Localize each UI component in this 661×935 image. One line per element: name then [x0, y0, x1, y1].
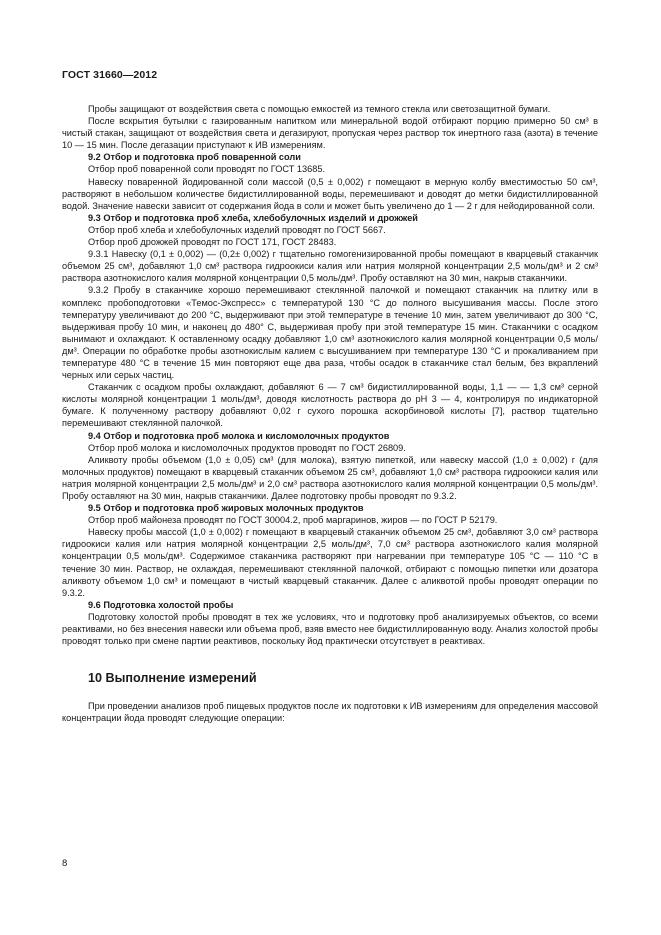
paragraph: 9.3.2 Пробу в стаканчике хорошо перемешивают стеклянной палочкой и помещают стаканчик на плитку или в комплекс пробоподготовки «Темос-Экспресс» с температурой 130 °С до полного высушивания массы. После этого температуру увеличивают до 200 °С, выдерживают при этой температуре в течение 10 мин, затем увеличивают до 300 °С, выдерживая пробу 10 мин, и наконец до 480° С, выдерживая пробу при этой температуре 15 мин. Стаканчики с осадком вынимают и охлаждают. К оставленному осадку добавляют 1,0 см³ азотнокислого калия молярной концентрации 0,5 моль/дм³. Операции по обработке пробы азотнокислым калием с высушиванием при температуре 130 °С и прокаливанием при температуре 480 °С в течение 15 мин повторяют еще два раза, чтобы осадок в стаканчике стал белым, без вкраплений черных или серых частиц.: [62, 285, 598, 381]
subsection-heading-9-2: 9.2 Отбор и подготовка проб поваренной соли: [88, 152, 301, 163]
standard-header: ГОСТ 31660—2012: [62, 69, 158, 81]
subsection-heading-9-6: 9.6 Подготовка холостой пробы: [88, 599, 234, 610]
paragraph: Отбор проб поваренной соли проводят по ГОСТ 13685.: [88, 164, 325, 175]
document-body: [62, 103, 598, 724]
section-heading-10: 10 Выполнение измерений: [88, 671, 257, 686]
paragraph: Отбор проб молока и кисломолочных продуктов проводят по ГОСТ 26809.: [88, 442, 406, 453]
paragraph: Отбор проб дрожжей проводят по ГОСТ 171, ГОСТ 28483.: [88, 237, 337, 248]
paragraph: После вскрытия бутылки с газированным напитком или минеральной водой отбирают порцию примерно 50 см³ в чистый стакан, защищают от воздействия света и дегазируют, пропуская через раствор ток инертного газа (азота) в течение 10 — 15 мин. После дегазации приступают к ИВ измерениям.: [62, 116, 598, 151]
paragraph: 9.3.1 Навеску (0,1 ± 0,002) — (0,2± 0,002) г тщательно гомогенизированной пробы помещают в кварцевый стаканчик объемом 25 см³, добавляют 1,0 см³ раствора гидроокиси калия или натрия молярной концентрации 2,5 моль/дм³ и 2 см³ раствора азотнокислого калия молярной концентрации 0,5 моль/дм³. Пробу оставляют на 30 мин, накрыв стаканчики.: [62, 249, 598, 284]
paragraph: Пробы защищают от воздействия света с помощью емкостей из темного стекла или светозащитной бумаги.: [88, 104, 551, 114]
paragraph: При проведении анализов проб пищевых продуктов после их подготовки к ИВ измерениям для определения массовой концентрации йода проводят следующие операции:: [62, 701, 598, 724]
paragraph: Навеску поваренной йодированной соли массой (0,5 ± 0,002) г помещают в мерную колбу вместимостью 50 см³, растворяют в небольшом количестве бидистиллированной воды, перемешивают и доводят до метки бидистиллированной водой. Значение навески зависит от содержания йода в соли и может быть увеличено до 1 — 2 г для нейодированной соли.: [62, 176, 598, 211]
paragraph: Аликвоту пробы объемом (1,0 ± 0,05) см³ (для молока), взятую пипеткой, или навеску массой (1,0 ± 0,002) г (для молочных продуктов) помещают в кварцевый стаканчик объемом 25 см³, добавляют 1,0 см³ раствора гидроокиси калия или натрия молярной концентрации 2,5 моль/дм³ и 2,0 см³ раствора азотнокислого калия молярной концентрации 0,5 моль/дм³. Пробу оставляют на 30 мин, накрыв стаканчики. Далее подготовку пробы проводят по 9.3.2.: [62, 454, 598, 501]
paragraph: Отбор проб хлеба и хлебобулочных изделий проводят по ГОСТ 5667.: [88, 224, 386, 235]
page-number: 8: [62, 858, 68, 869]
paragraph: Отбор проб майонеза проводят по ГОСТ 30004.2, проб маргаринов, жиров — по ГОСТ Р 52179.: [88, 515, 498, 526]
paragraph: Навеску пробы массой (1,0 ± 0,002) г помещают в кварцевый стаканчик объемом 25 см³, добавляют 3,0 см³ раствора гидроокиси калия или натрия молярной концентрации 2,5 моль/дм³, 7,0 см³ раствора азотнокислого калия молярной концентрации 0,5 моль/дм³. Содержимое стаканчика растворяют при нагревании при температуре 105 °С — 110 °С в течение 30 мин. Раствор, не охлаждая, перемешивают стеклянной палочкой, отбирают с помощью пипетки или дозатора аликвоту объемом 1,0 см³ и помещают в чистый кварцевый стаканчик. Далее с аликвотой пробы проводят операции по 9.3.2.: [62, 527, 598, 598]
paragraph: Подготовку холостой пробы проводят в тех же условиях, что и подготовку проб анализируемых объектов, со всеми реактивами, но без внесения навески или объема проб, взяв вместо нее бидистиллированную воду. Анализ холостой пробы проводят только при смене партии реактивов, поскольку йод практически отсутствует в реактивах.: [62, 611, 598, 647]
paragraph: Стаканчик с осадком пробы охлаждают, добавляют 6 — 7 см³ бидистиллированной воды, 1,1 — — 1,3 см³ серной кислоты молярной концентрации 1 моль/дм³, доводя кислотность раствора до pH 3 — 4, контролируя по индикаторной бумаге. К полученному раствору добавляют 0,02 г сухого порошка аскорбиновой кислоты [7], раствор тщательно перемешивают стеклянной палочкой.: [62, 382, 598, 429]
subsection-heading-9-4: 9.4 Отбор и подготовка проб молока и кисломолочных продуктов: [88, 430, 390, 441]
subsection-heading-9-3: 9.3 Отбор и подготовка проб хлеба, хлебобулочных изделий и дрожжей: [88, 212, 418, 223]
subsection-heading-9-5: 9.5 Отбор и подготовка проб жировых молочных продуктов: [88, 503, 364, 514]
